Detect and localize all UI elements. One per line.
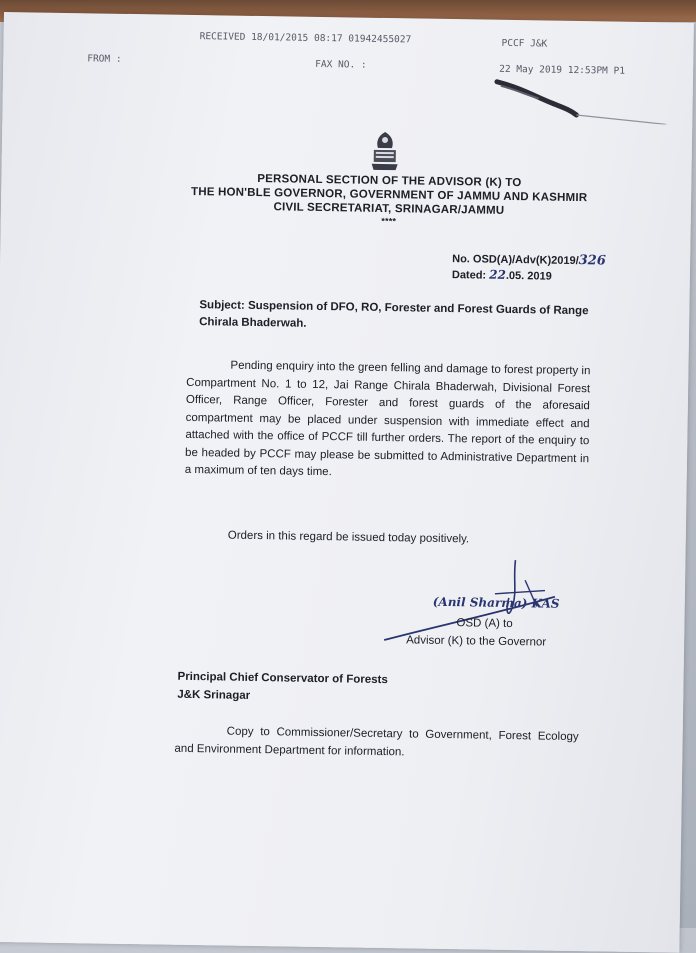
government-emblem [368,130,403,173]
fax-recipient: PCCF J&K [501,37,548,50]
reference-number-handwritten: 326 [578,253,606,269]
letter-page [0,12,694,953]
date-day-handwritten: 22 [489,267,507,282]
date-label: Dated: [451,269,487,282]
body-paragraph-2: Orders in this regard be issued today positively. [227,529,470,546]
body-paragraph-1: Pending enquiry into the green felling and damage to forest property in Compartment No. 1 to 12, Jai Range Chirala Bhaderwah, Divisional Forest Officer, Range Officer, Forester and forest guards of the aforesaid compartment may be placed under suspension with immediate effect and attached with the office of PCCF till further orders. The report of the enquiry to be headed by PCCF may please be submitted to Administrative Department in a maximum of ten days time. [184,359,591,479]
fax-smear-mark [490,72,671,125]
subject-block [199,297,589,337]
reference-number-label: No. OSD(A)/Adv(K)2019/ [452,253,579,268]
subject-text: Suspension of DFO, RO, Forester and Forest Guards of Range Chirala Bhaderwah. [199,299,589,330]
date-rest: .05. 2019 [505,269,552,283]
letterhead-line-1: PERSONAL SECTION OF THE ADVISOR (K) TO [257,172,522,190]
letterhead-stars: **** [381,215,397,227]
reference-date [452,267,552,283]
fax-received-line: RECEIVED 18/01/2015 08:17 01942455027 [199,31,412,46]
letterhead-line-2: THE HON'BLE GOVERNOR, GOVERNMENT OF JAMMU AND KASHMIR [190,185,588,205]
reference-number [452,251,606,268]
fax-from-label: FROM : [87,53,122,65]
fax-sent-stamp: 22 May 2019 12:53PM P1 [499,63,626,77]
subject-label: Subject: [199,299,245,312]
copy-to-paragraph: Copy to Commissioner/Secretary to Government, Forest Ecology and Environment Department for information. [174,725,579,758]
addressee-line-1: Principal Chief Conservator of Forests [177,670,388,687]
signatory-designation-2: Advisor (K) to the Governor [406,634,547,649]
letterhead-line-3: CIVIL SECRETARIAT, SRINAGAR/JAMMU [273,201,505,217]
signatory-designation-1: OSD (A) to [456,617,513,631]
fax-no-label: FAX NO. : [315,58,367,71]
signatory-name: (Anil Sharma) KAS [432,594,560,611]
addressee-line-2: J&K Srinagar [177,688,251,702]
